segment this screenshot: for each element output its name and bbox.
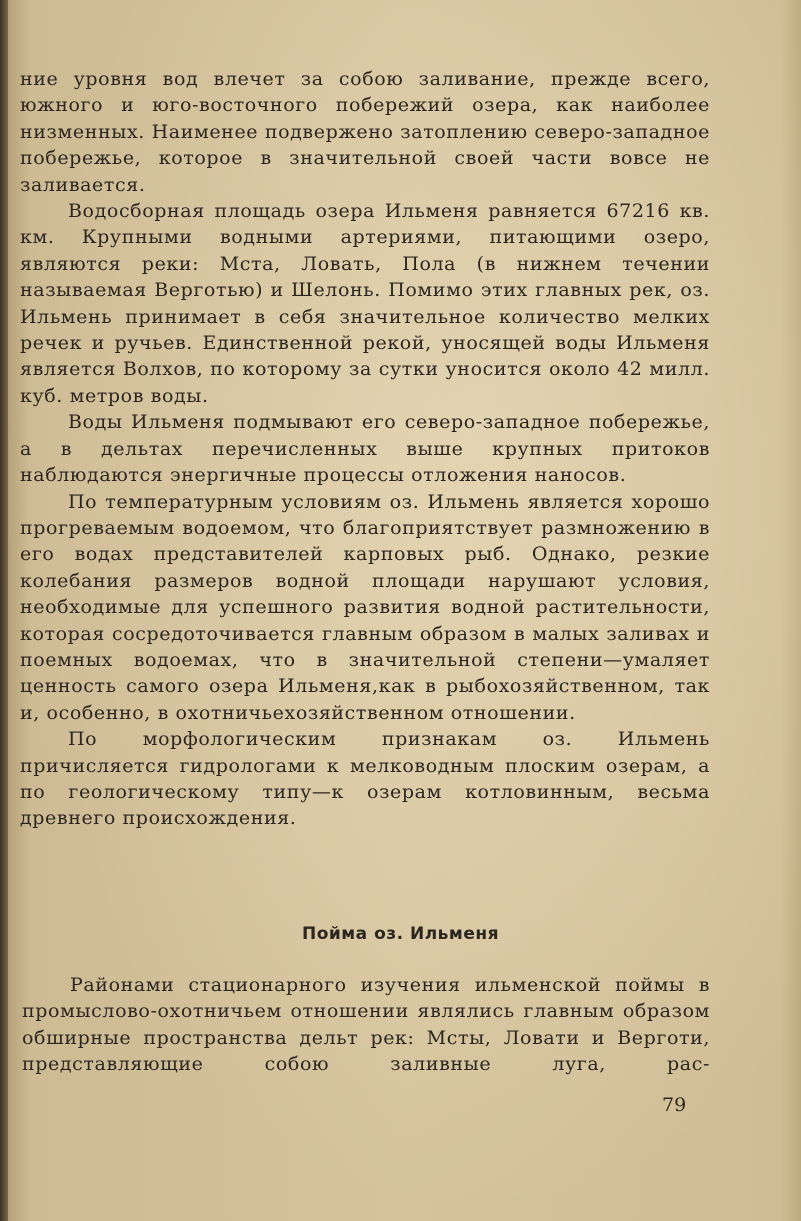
- main-text: [20, 66, 710, 832]
- paragraph-5: По морфологическим признакам оз. Ильмень причисляется гидрологами к мелководным плоским озерам, а по геологическому типу—к озерам котловинным, весьма древнего происхождения.: [20, 728, 710, 830]
- section-text: [22, 972, 710, 1078]
- book-spine-shadow: [0, 0, 8, 1221]
- paragraph-3: Воды Ильменя подмывают его северо-западное побережье, а в дельтах перечисленных выше крупных притоков наблюдаются энергичные процессы отложения наносов.: [20, 411, 710, 487]
- page-number: 79: [662, 1094, 687, 1116]
- paragraph-1: ние уровня вод влечет за собою заливание, прежде всего, южного и юго-восточного побережий озера, как наиболее низменных. Наименее подвержено затоплению северо-западное побережье, которое в значительной своей части вовсе не заливается.: [20, 68, 710, 196]
- section-heading: Пойма оз. Ильменя: [301, 924, 500, 944]
- paragraph-6: Районами стационарного изучения ильменской поймы в промыслово-охотничьем отношении являлись главным образом обширные пространства дельт рек: Мсты, Ловати и Верготи, представляющие собою заливные луга, рас-: [22, 974, 710, 1076]
- paragraph-4: По температурным условиям оз. Ильмень является хорошо прогреваемым водоемом, что благоприятствует размножению в его водах представителей карповых рыб. Однако, резкие колебания размеров водной площади нарушают условия, необходимые для успешного развития водной растительности, которая сосредоточивается главным образом в малых заливах и поемных водоемах, что в значительной степени—умаляет ценность самого озера Ильменя,как в рыбохозяйственном, так и, особенно, в охотничьехозяйственном отношении.: [20, 490, 710, 724]
- paragraph-2: Водосборная площадь озера Ильменя равняется 67216 кв. км. Крупными водными артериями, питающими озеро, являются реки: Мста, Ловать, Пола (в нижнем течении называемая Верготью) и Шелонь. Помимо этих главных рек, оз. Ильмень принимает в себя значительное количество мелких речек и ручьев. Единственной рекой, уносящей воды Ильменя является Волхов, по которому за сутки уносится около 42 милл. куб. метров воды.: [20, 200, 710, 407]
